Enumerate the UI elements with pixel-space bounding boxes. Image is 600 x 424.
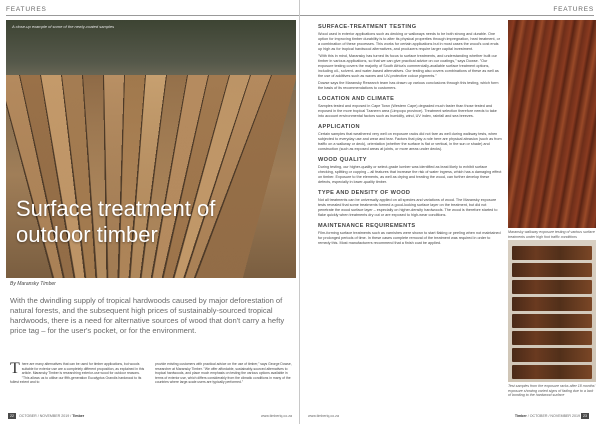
sample-board — [512, 297, 592, 311]
right-page — [300, 0, 600, 424]
sample-board — [512, 348, 592, 362]
body-paragraph: Not all treatments can be universally applied on all species and variations of wood. The Maransky exposure tests revealed that some treatments formed a good-looking surface layer on the treatment, but did not penetrate the wood surface layer – especially on higher-density hardwoods. The wood is therefore started to flake quickly when treatments dry out or are exposed to high-wear conditions. — [318, 198, 498, 217]
sample-board — [512, 331, 592, 345]
body-paragraph: Film-forming surface treatments such as varnishes were shown to start flaking or peeling when not maintained for prolonged periods of time. In these cases complete removal of the treatment was required in order to remedy this. Most manufacturers recommend that a finish coat be applied. — [318, 231, 501, 245]
right-footer-issue-group: Timber / OCTOBER / NOVEMBER 2019 23 — [514, 414, 587, 418]
sample-board — [512, 365, 592, 379]
section-heading: APPLICATION — [318, 124, 360, 130]
article-title — [16, 196, 216, 248]
intro-text-1: here are many alternatives that can be used for timber applications, but woods suitable for exterior use are a completely different proposition, as explained in this article. Maransky Timber is researching exterior-use wood for outdoor reasons. "This allows us to utilise our fifth-generation Eucalyptus Grandis hardwood to its fullest extent and to — [10, 362, 145, 385]
body-paragraph: "With this in mind, Maransky has turned its focus to surface treatments, and understanding whether built our timber in various applications, so that we can give practical advice on our coatings," says Dowse. "Our exposure testing covers the majority of South Africa's commercially-available surface treatment options, including oil-, solvent- and water-based alternatives. Our testing also covers combinations of these as well as the use of additives such as waxes and UV-protective colour pigments." — [318, 54, 499, 78]
page-number: 22 — [10, 414, 14, 418]
section-tag: FEATURES — [553, 6, 594, 13]
sample-board — [512, 246, 592, 260]
section-tag: FEATURES — [6, 6, 47, 13]
intro-columns — [10, 362, 292, 410]
section-5 — [318, 190, 503, 218]
section-heading: SURFACE-TREATMENT TESTING — [318, 24, 417, 30]
body-paragraph: During testing, our higher-quality or select-grade lumber was identified as least likely to exhibit surface checking, splitting or cupping – all features that increase the risk of water ingress, which has a damaging effect on timber. Exposure to the elements, as well as drying and treating the wood, can further develop these defects, especially in lower-quality timber. — [318, 165, 502, 184]
magazine-brand: Timber — [72, 414, 85, 418]
lead-paragraph: With the dwindling supply of tropical hardwoods caused by major deforestation of natural forests, and the subsequent high prices of sustainably-sourced tropical hardwoods, there is a need for alternative sources of wood that don't carry a hefty price tag – for the user's pocket, or for the environment. — [10, 296, 285, 335]
section-1 — [318, 24, 503, 91]
right-footer — [308, 412, 592, 420]
body-paragraph: Certain samples that weathered very well on exposure racks did not fare as well during walkway tests, when subjected to everyday use and wear and tear. Factors that play a role here are physical abrasion (such as from traffic on a walkway or deck), orientation (whether the surface is flat or vertical, in the sun or shade) and construction (such as exposed areas at joints, or more areas under decks). — [318, 132, 502, 151]
sample-board — [512, 314, 592, 328]
drop-cap: T — [10, 362, 20, 377]
intro-column-1 — [10, 362, 147, 410]
walkway-photo-caption: Maransky walkway exposure testing of various surface treatments under high foot traffic conditions — [508, 230, 595, 239]
article-title-line-1: Surface treatment of — [16, 196, 216, 221]
body-paragraph: Wood used in exterior applications such as decking or walkways needs to be both strong and durable. One option for improving timber durability is to alter its physical properties through impregnation, heat treatment, or a combination of these processes. This works for certain applications but in most cases the wood's cost ends up high as for tropical hardwood alternatives, and producers require larger capital investment. — [318, 32, 500, 51]
article-body — [318, 24, 503, 414]
section-6 — [318, 223, 503, 246]
samples-photo — [508, 240, 596, 382]
section-heading: TYPE AND DENSITY OF WOOD — [318, 190, 411, 196]
section-2 — [318, 96, 503, 119]
website-link[interactable]: www.timberiq.co.za — [308, 414, 339, 418]
issue-date: OCTOBER / NOVEMBER 2019 — [19, 414, 70, 418]
issue-date: OCTOBER / NOVEMBER 2019 — [529, 414, 580, 418]
section-3 — [318, 124, 503, 152]
page-number: 23 — [583, 414, 587, 418]
body-paragraph: Samples tested and exposed in Cape Town (Western Cape) degraded much faster than those tested and exposed in the more tropical Tzaneen area (Limpopo province). Treatment selection therefore needs to take into account environmental factors such as humidity, wind, UV index, rainfall and sea breezes. — [318, 104, 497, 118]
left-footer — [8, 412, 292, 420]
article-title-line-2: outdoor timber — [16, 222, 158, 247]
body-paragraph: Dowse says the Maransky Research team has drawn up various conclusions through this testing, which form the basis of its recommendations to customers. — [318, 81, 499, 90]
website-link[interactable]: www.timberiq.co.za — [261, 414, 292, 418]
section-4 — [318, 157, 503, 185]
samples-photo-caption: Test samples from the exposure racks after 18 months' exposure showing varied signs of fading due to a lack of bonding to the hardwood surface — [508, 384, 596, 398]
hero-caption: A close-up example of some of the newly-coated samples — [12, 24, 115, 29]
section-heading: LOCATION AND CLIMATE — [318, 96, 395, 102]
header-rule — [6, 15, 300, 16]
section-heading: WOOD QUALITY — [318, 157, 367, 163]
byline: By Maransky Timber — [10, 281, 56, 287]
header-rule — [300, 15, 594, 16]
walkway-photo — [508, 20, 596, 228]
magazine-brand: Timber — [514, 414, 527, 418]
left-footer-issue-group: 22 OCTOBER / NOVEMBER 2019 / Timber — [10, 414, 85, 418]
hero-image — [6, 20, 296, 278]
intro-column-2: provide existing customers with practical advice on the use of timber," says George Dowse, researcher at Maransky Timber. "We offer affordable, sustainably-sourced alternatives to tropical hardwoods, and place much emphasis on testing the various options available in terms of exterior use, which differs considerably from the climatic conditions in many of the countries where large-scale users are typically performed." — [155, 362, 292, 385]
section-heading: MAINTENANCE REQUIREMENTS — [318, 223, 416, 229]
sample-board — [512, 263, 592, 277]
sample-board — [512, 280, 592, 294]
